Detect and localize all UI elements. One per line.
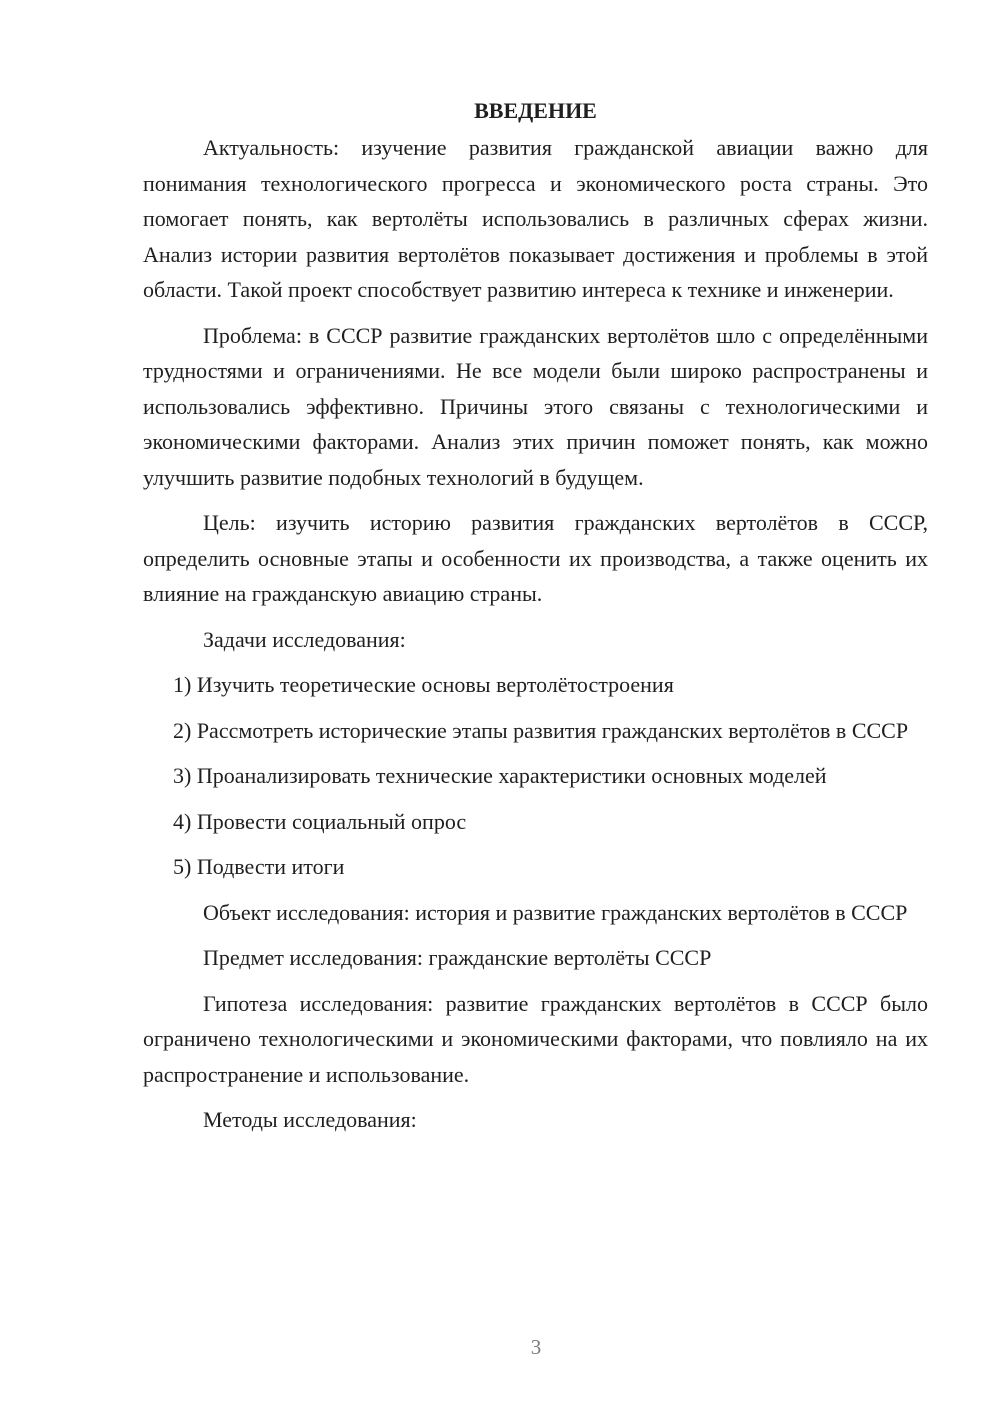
paragraph-object: Объект исследования: история и развитие гражданских вертолётов в СССР [203, 899, 908, 925]
task-item-3: 3) Проанализировать технические характеристики основных моделей [173, 763, 827, 788]
page-content [143, 93, 928, 1148]
page-number: 3 [530, 1335, 542, 1359]
paragraph-problem: Проблема: в СССР развитие гражданских вертолётов шло с определёнными трудностями и ограничениями. Не все модели были широко распространены и использовались эффективно. Причины этого связаны с технологическими и экономическими факторами. Анализ этих причин поможет понять, как можно улучшить развитие подобных технологий в будущем. [143, 322, 928, 490]
paragraph-goal: Цель: изучить историю развития гражданских вертолётов в СССР, определить основные этапы и особенности их производства, а также оценить их влияние на гражданскую авиацию страны. [143, 510, 928, 606]
task-item-5: 5) Подвести итоги [173, 854, 345, 879]
paragraph-subject: Предмет исследования: гражданские вертолёты СССР [203, 945, 712, 970]
task-item-4: 4) Провести социальный опрос [173, 808, 467, 834]
page-title: ВВЕДЕНИЕ [474, 98, 597, 123]
task-item-1: 1) Изучить теоретические основы вертолётостроения [173, 672, 674, 697]
paragraph-hypothesis: Гипотеза исследования: развитие гражданских вертолётов в СССР было ограничено технологическими и экономическими факторами, что повлияло на их распространение и использование. [143, 990, 928, 1087]
methods-title: Методы исследования: [203, 1107, 417, 1132]
paragraph-relevance: Актуальность: изучение развития гражданской авиации важно для понимания технологического прогресса и экономического роста страны. Это помогает понять, как вертолёты использовались в различных сферах жизни. Анализ истории развития вертолётов показывает достижения и проблемы в этой области. Такой проект способствует развитию интереса к технике и инженерии. [143, 135, 928, 302]
tasks-title: Задачи исследования: [203, 626, 406, 652]
task-item-2: 2) Рассмотреть исторические этапы развития гражданских вертолётов в СССР [173, 717, 909, 743]
